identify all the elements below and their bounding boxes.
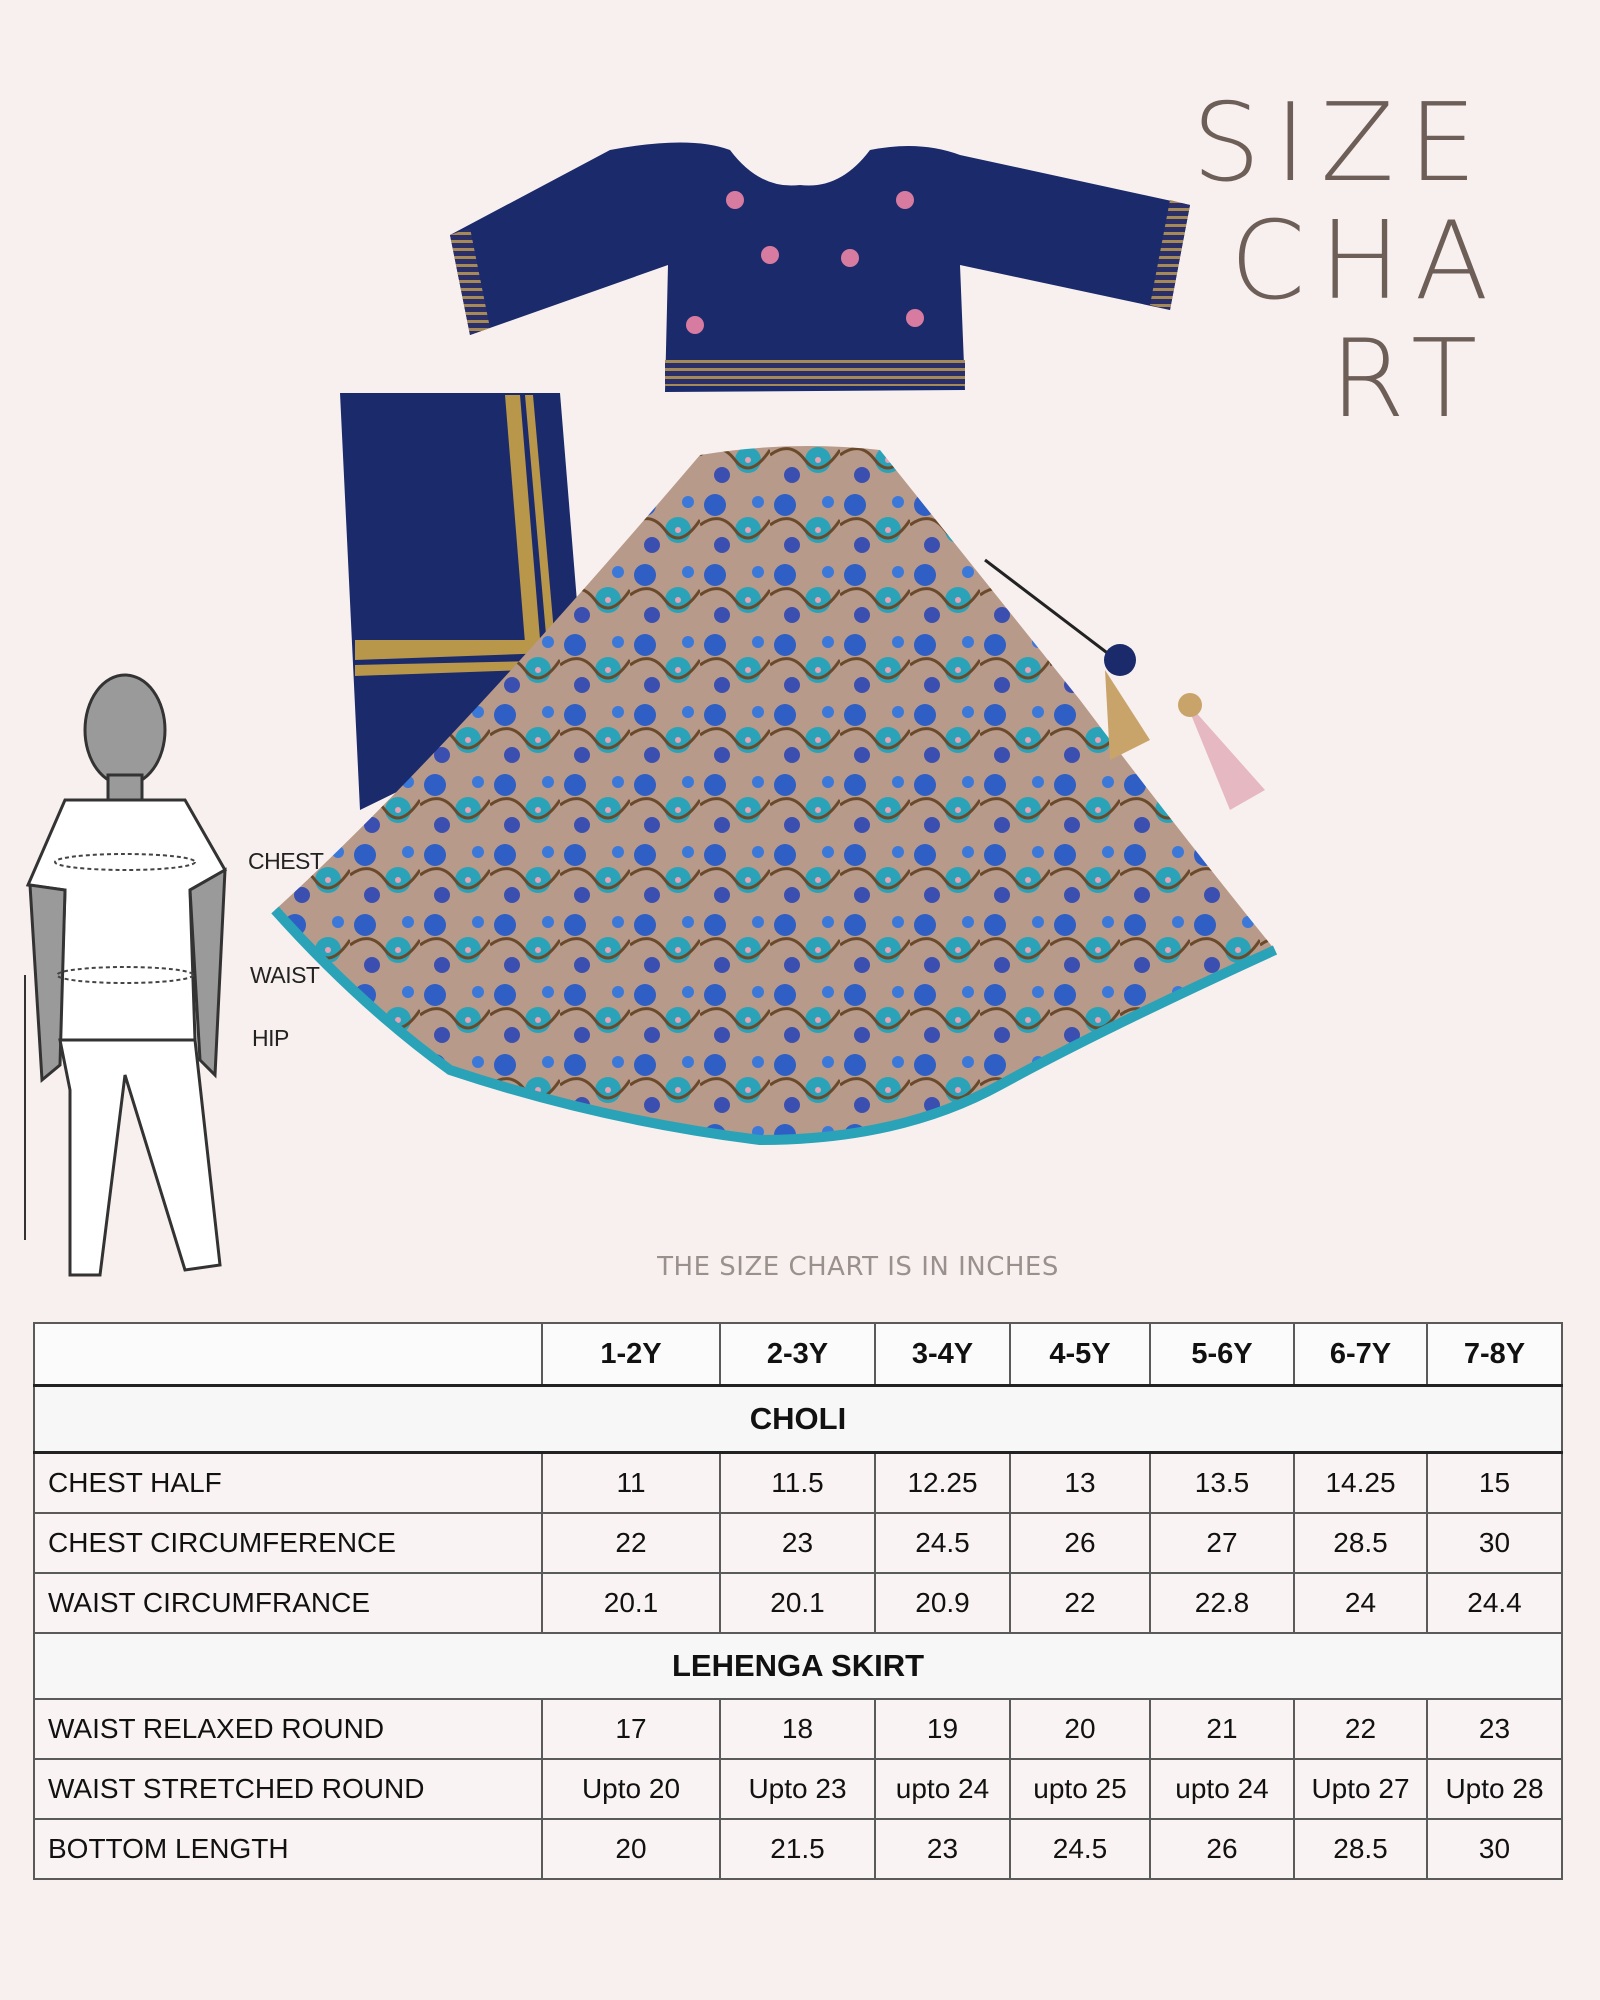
table-cell: 23 [720, 1513, 875, 1573]
table-cell: 14.25 [1294, 1453, 1427, 1514]
table-cell: 28.5 [1294, 1513, 1427, 1573]
table-cell: 28.5 [1294, 1819, 1427, 1879]
table-row [34, 1573, 1562, 1633]
table-cell: 20.1 [720, 1573, 875, 1633]
table-row [34, 1819, 1562, 1879]
table-row [34, 1453, 1562, 1514]
title-line-2: CHA [1230, 199, 1503, 324]
table-cell: Upto 28 [1427, 1759, 1562, 1819]
table-cell: 24.4 [1427, 1573, 1562, 1633]
section-title: LEHENGA SKIRT [34, 1633, 1562, 1699]
table-cell: 20.1 [542, 1573, 720, 1633]
table-cell: 30 [1427, 1819, 1562, 1879]
table-cell: 24 [1294, 1573, 1427, 1633]
table-cell: 11 [542, 1453, 720, 1514]
table-cell: 21.5 [720, 1819, 875, 1879]
table-cell: 20 [1010, 1699, 1150, 1759]
row-label: CHEST HALF [34, 1453, 542, 1514]
size-header: 2-3Y [720, 1323, 875, 1386]
table-cell: 11.5 [720, 1453, 875, 1514]
table-cell: 20.9 [875, 1573, 1010, 1633]
waist-label: WAIST [250, 962, 320, 988]
table-cell: 19 [875, 1699, 1010, 1759]
size-header: 4-5Y [1010, 1323, 1150, 1386]
table-cell: 17 [542, 1699, 720, 1759]
table-cell: 22.8 [1150, 1573, 1294, 1633]
table-cell: 26 [1010, 1513, 1150, 1573]
row-label: CHEST CIRCUMFERENCE [34, 1513, 542, 1573]
size-header: 5-6Y [1150, 1323, 1294, 1386]
table-cell: Upto 27 [1294, 1759, 1427, 1819]
unit-note: THE SIZE CHART IS IN INCHES [657, 1252, 1059, 1282]
section-row-choli [34, 1386, 1562, 1453]
size-header: 6-7Y [1294, 1323, 1427, 1386]
table-row [34, 1513, 1562, 1573]
table-cell: 18 [720, 1699, 875, 1759]
header-blank-cell [34, 1323, 542, 1386]
table-cell: Upto 20 [542, 1759, 720, 1819]
table-cell: 22 [1294, 1699, 1427, 1759]
table-cell: 30 [1427, 1513, 1562, 1573]
table-cell: 12.25 [875, 1453, 1010, 1514]
table-cell: 26 [1150, 1819, 1294, 1879]
body-measurement-figure [25, 675, 225, 1275]
chest-label: CHEST [248, 848, 324, 874]
size-header: 7-8Y [1427, 1323, 1562, 1386]
table-cell: 13.5 [1150, 1453, 1294, 1514]
table-cell: upto 24 [1150, 1759, 1294, 1819]
table-cell: 23 [875, 1819, 1010, 1879]
table-cell: 24.5 [875, 1513, 1010, 1573]
size-header: 1-2Y [542, 1323, 720, 1386]
table-cell: 20 [542, 1819, 720, 1879]
hip-label: HIP [252, 1025, 289, 1051]
row-label: WAIST RELAXED ROUND [34, 1699, 542, 1759]
table-cell: 21 [1150, 1699, 1294, 1759]
table-cell: 24.5 [1010, 1819, 1150, 1879]
table-cell: 15 [1427, 1453, 1562, 1514]
table-row [34, 1759, 1562, 1819]
table-cell: 27 [1150, 1513, 1294, 1573]
row-label: WAIST STRETCHED ROUND [34, 1759, 542, 1819]
table-cell: 13 [1010, 1453, 1150, 1514]
table-cell: 22 [542, 1513, 720, 1573]
row-label: WAIST CIRCUMFRANCE [34, 1573, 542, 1633]
size-table [33, 1322, 1563, 1880]
table-cell: 22 [1010, 1573, 1150, 1633]
section-row-lehenga-skirt [34, 1633, 1562, 1699]
size-header: 3-4Y [875, 1323, 1010, 1386]
row-label: BOTTOM LENGTH [34, 1819, 542, 1879]
table-cell: 23 [1427, 1699, 1562, 1759]
section-title: CHOLI [34, 1386, 1562, 1453]
table-cell: Upto 23 [720, 1759, 875, 1819]
title-line-3: RT [1330, 317, 1492, 442]
size-header-row [34, 1323, 1562, 1386]
title-line-1: SIZE [1192, 81, 1491, 206]
table-cell: upto 24 [875, 1759, 1010, 1819]
choli-image [450, 143, 1190, 393]
table-cell: upto 25 [1010, 1759, 1150, 1819]
table-row [34, 1699, 1562, 1759]
